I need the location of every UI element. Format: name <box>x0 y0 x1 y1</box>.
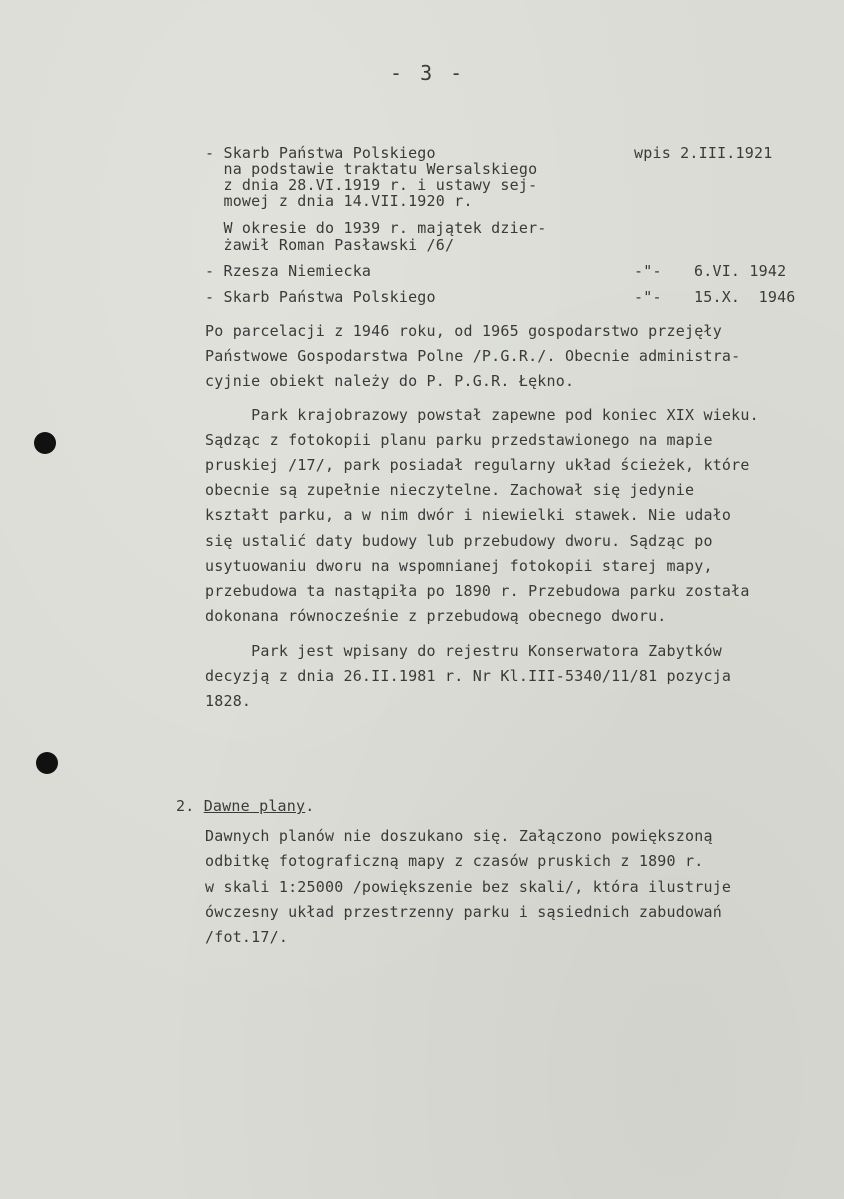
section-title: Dawne plany <box>203 797 306 815</box>
body-line: przebudowa ta nastąpiła po 1890 r. Przebudowa parku została <box>205 582 750 600</box>
section-number: 2. <box>176 797 195 815</box>
body-line: cyjnie obiekt należy do P. P.G.R. Łękno. <box>205 372 575 390</box>
ditto-mark: -"- <box>634 262 662 280</box>
ditto-mark: -"- <box>634 288 662 306</box>
section-line: odbitkę fotograficzną mapy z czasów pruskich z 1890 r. <box>205 852 704 870</box>
body-line: Park jest wpisany do rejestru Konserwatora Zabytków <box>205 642 722 660</box>
section-line: w skali 1:25000 /powiększenie bez skali/, która ilustruje <box>205 878 732 896</box>
body-line: Po parcelacji z 1946 roku, od 1965 gospodarstwo przejęły <box>205 322 722 340</box>
body-line: Sądząc z fotokopii planu parku przedstawionego na mapie <box>205 431 713 449</box>
body-line: dokonana równocześnie z przebudową obecnego dworu. <box>205 607 667 625</box>
section-title-period: . <box>305 797 315 815</box>
ownership-entry-date: wpis 2.III.1921 <box>634 144 773 162</box>
section-heading <box>176 797 314 815</box>
body-line: usytuowaniu dworu na wspomnianej fotokopii starej mapy, <box>205 557 713 575</box>
body-line: Park krajobrazowy powstał zapewne pod koniec XIX wieku. <box>205 406 759 424</box>
ownership-line: - Skarb Państwa Polskiego <box>205 288 436 306</box>
page-number: - 3 - <box>390 61 466 85</box>
ownership-line: - Skarb Państwa Polskiego <box>205 144 436 162</box>
ownership-line: z dnia 28.VI.1919 r. i ustawy sej- <box>205 176 538 194</box>
body-line: pruskiej /17/, park posiadał regularny układ ścieżek, które <box>205 456 750 474</box>
ownership-date: 6.VI. 1942 <box>694 262 787 280</box>
section-line: /fot.17/. <box>205 928 289 946</box>
ownership-line: mowej z dnia 14.VII.1920 r. <box>205 192 473 210</box>
ownership-note: żawił Roman Pasławski /6/ <box>205 236 455 254</box>
ownership-line: - Rzesza Niemiecka <box>205 262 372 280</box>
body-line: obecnie są zupełnie nieczytelne. Zachował się jedynie <box>205 481 695 499</box>
ownership-date: 15.X. 1946 <box>694 288 796 306</box>
body-line: się ustalić daty budowy lub przebudowy dworu. Sądząc po <box>205 532 713 550</box>
section-line: ówczesny układ przestrzenny parku i sąsiednich zabudowań <box>205 903 722 921</box>
body-line: kształt parku, a w nim dwór i niewielki stawek. Nie udało <box>205 506 732 524</box>
ownership-line: na podstawie traktatu Wersalskiego <box>205 160 538 178</box>
body-line: 1828. <box>205 692 252 710</box>
body-line: Państwowe Gospodarstwa Polne /P.G.R./. Obecnie administra- <box>205 347 741 365</box>
section-line: Dawnych planów nie doszukano się. Załączono powiększoną <box>205 827 713 845</box>
body-line: decyzją z dnia 26.II.1981 r. Nr Kl.III-5340/11/81 pozycja <box>205 667 732 685</box>
punch-hole-top <box>34 432 56 454</box>
ownership-note: W okresie do 1939 r. majątek dzier- <box>205 219 547 237</box>
punch-hole-bottom <box>36 752 58 774</box>
